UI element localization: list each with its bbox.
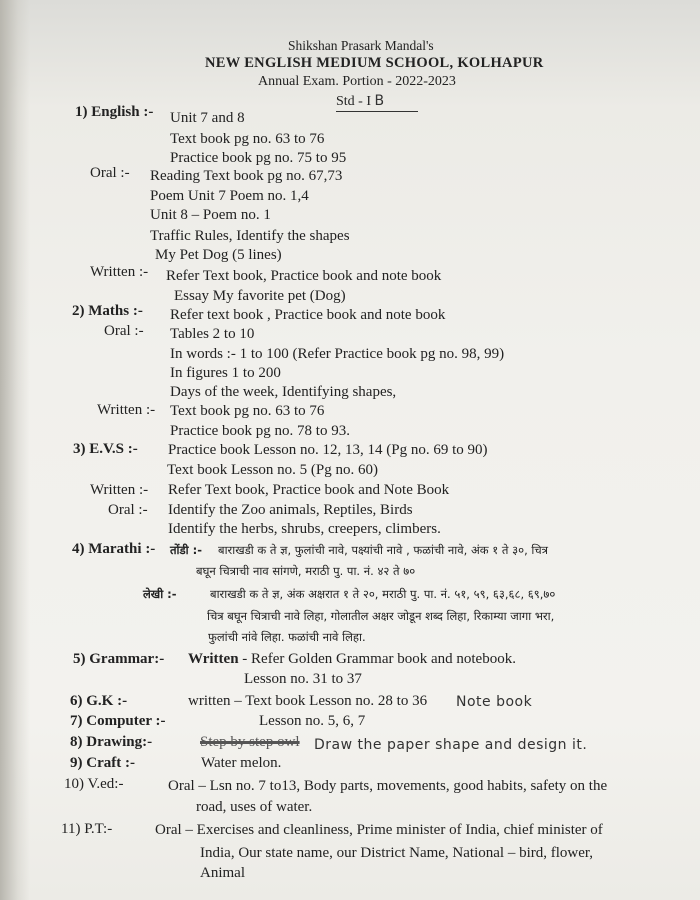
english-line: Practice book pg no. 75 to 95 xyxy=(170,150,347,166)
english-oral-line: Poem Unit 7 Poem no. 1,4 xyxy=(150,188,309,204)
drawing-handwritten-note: Draw the paper shape and design it. xyxy=(314,737,588,753)
maths-oral-line: In words :- 1 to 100 (Refer Practice book pg no. 98, 99) xyxy=(170,346,505,362)
marathi-tondi-label: तोंडी :- xyxy=(170,543,203,557)
grammar-label: 5) Grammar:- xyxy=(73,651,165,667)
maths-label: 2) Maths :- xyxy=(72,303,143,319)
maths-line: Refer text book , Practice book and note book xyxy=(170,307,446,323)
maths-written-label: Written :- xyxy=(97,402,156,418)
maths-oral-label: Oral :- xyxy=(104,323,144,339)
evs-oral-label: Oral :- xyxy=(108,502,148,518)
evs-line: Practice book Lesson no. 12, 13, 14 (Pg no. 69 to 90) xyxy=(168,442,488,458)
marathi-tondi-line: बाराखडी क ते ज्ञ, फुलांची नावे, पक्ष्यांची नावे , फळांची नावे, अंक १ ते ३०, चित्र xyxy=(218,543,549,557)
english-written-line: Refer Text book, Practice book and note book xyxy=(166,268,442,284)
mandal-name: Shikshan Prasark Mandal's xyxy=(288,38,434,53)
english-line: Unit 7 and 8 xyxy=(170,110,245,126)
english-written-label: Written :- xyxy=(90,264,149,280)
gk-line: written – Text book Lesson no. 28 to 36 xyxy=(188,693,428,709)
pt-line: India, Our state name, our District Name, National – bird, flower, xyxy=(200,845,594,861)
exam-title: Annual Exam. Portion - 2022-2023 xyxy=(258,74,456,89)
marathi-lekhi-label: लेखी :- xyxy=(143,587,177,601)
english-label: 1) English :- xyxy=(75,104,154,120)
marathi-lekhi-line: चित्र बघून चित्राची नावे लिहा, गोलातील अक्षर जोडून शब्द लिहा, रिकाम्या जागा भरा, xyxy=(207,609,555,623)
computer-label: 7) Computer :- xyxy=(70,713,166,729)
marathi-label: 4) Marathi :- xyxy=(72,541,156,557)
pt-line: Animal xyxy=(200,865,245,881)
english-oral-line: Reading Text book pg no. 67,73 xyxy=(150,168,343,184)
craft-line: Water melon. xyxy=(201,755,282,771)
english-oral-line: My Pet Dog (5 lines) xyxy=(155,247,282,263)
english-line: Text book pg no. 63 to 76 xyxy=(170,131,325,147)
marathi-tondi-line: बघून चित्राची नाव सांगणे, मराठी पु. पा. नं. ४२ ते ७० xyxy=(196,564,416,578)
english-oral-label: Oral :- xyxy=(90,165,130,181)
paper-edge-shadow xyxy=(0,0,30,900)
maths-oral-line: Tables 2 to 10 xyxy=(170,326,255,342)
maths-oral-line: In figures 1 to 200 xyxy=(170,365,281,381)
computer-line: Lesson no. 5, 6, 7 xyxy=(259,713,366,729)
ved-label: 10) V.ed:- xyxy=(64,776,124,792)
marathi-lekhi-line: फुलांची नांवे लिहा. फळांची नावे लिहा. xyxy=(208,630,366,644)
ved-line: Oral – Lsn no. 7 to13, Body parts, movements, good habits, safety on the xyxy=(168,778,608,794)
evs-line: Text book Lesson no. 5 (Pg no. 60) xyxy=(167,462,379,478)
school-name: NEW ENGLISH MEDIUM SCHOOL, KOLHAPUR xyxy=(205,55,544,71)
standard-prefix: Std - I xyxy=(336,94,371,109)
ved-line: road, uses of water. xyxy=(196,799,313,815)
grammar-line xyxy=(188,650,516,668)
division-handwritten: B xyxy=(374,93,385,109)
maths-written-line: Practice book pg no. 78 to 93. xyxy=(170,423,350,439)
maths-oral-line: Days of the week, Identifying shapes, xyxy=(170,384,397,400)
english-written-line: Essay My favorite pet (Dog) xyxy=(174,288,346,304)
standard-label xyxy=(336,92,418,112)
craft-label: 9) Craft :- xyxy=(70,755,135,771)
pt-line: Oral – Exercises and cleanliness, Prime minister of India, chief minister of xyxy=(155,822,603,838)
evs-oral-line: Identify the Zoo animals, Reptiles, Birds xyxy=(168,502,413,518)
evs-label: 3) E.V.S :- xyxy=(73,441,138,457)
grammar-lesson: Lesson no. 31 to 37 xyxy=(244,671,362,687)
evs-written-label: Written :- xyxy=(90,482,149,498)
grammar-written: Written xyxy=(188,651,239,667)
marathi-lekhi-line: बाराखडी क ते ज्ञ, अंक अक्षरात १ ते २०, मराठी पु. पा. नं. ५१, ५९, ६३,६८, ६९,७० xyxy=(210,587,556,601)
evs-written-line: Refer Text book, Practice book and Note Book xyxy=(168,482,450,498)
english-oral-line: Traffic Rules, Identify the shapes xyxy=(150,228,350,244)
drawing-struck-text: Step by step owl xyxy=(200,734,300,750)
gk-handwritten-note: Note book xyxy=(456,694,533,710)
pt-label: 11) P.T:- xyxy=(61,821,113,837)
evs-oral-line: Identify the herbs, shrubs, creepers, climbers. xyxy=(168,521,441,537)
maths-written-line: Text book pg no. 63 to 76 xyxy=(170,403,325,419)
drawing-label: 8) Drawing:- xyxy=(70,734,153,750)
grammar-text: - Refer Golden Grammar book and notebook. xyxy=(238,651,516,667)
gk-label: 6) G.K :- xyxy=(70,693,128,709)
english-oral-line: Unit 8 – Poem no. 1 xyxy=(150,207,271,223)
